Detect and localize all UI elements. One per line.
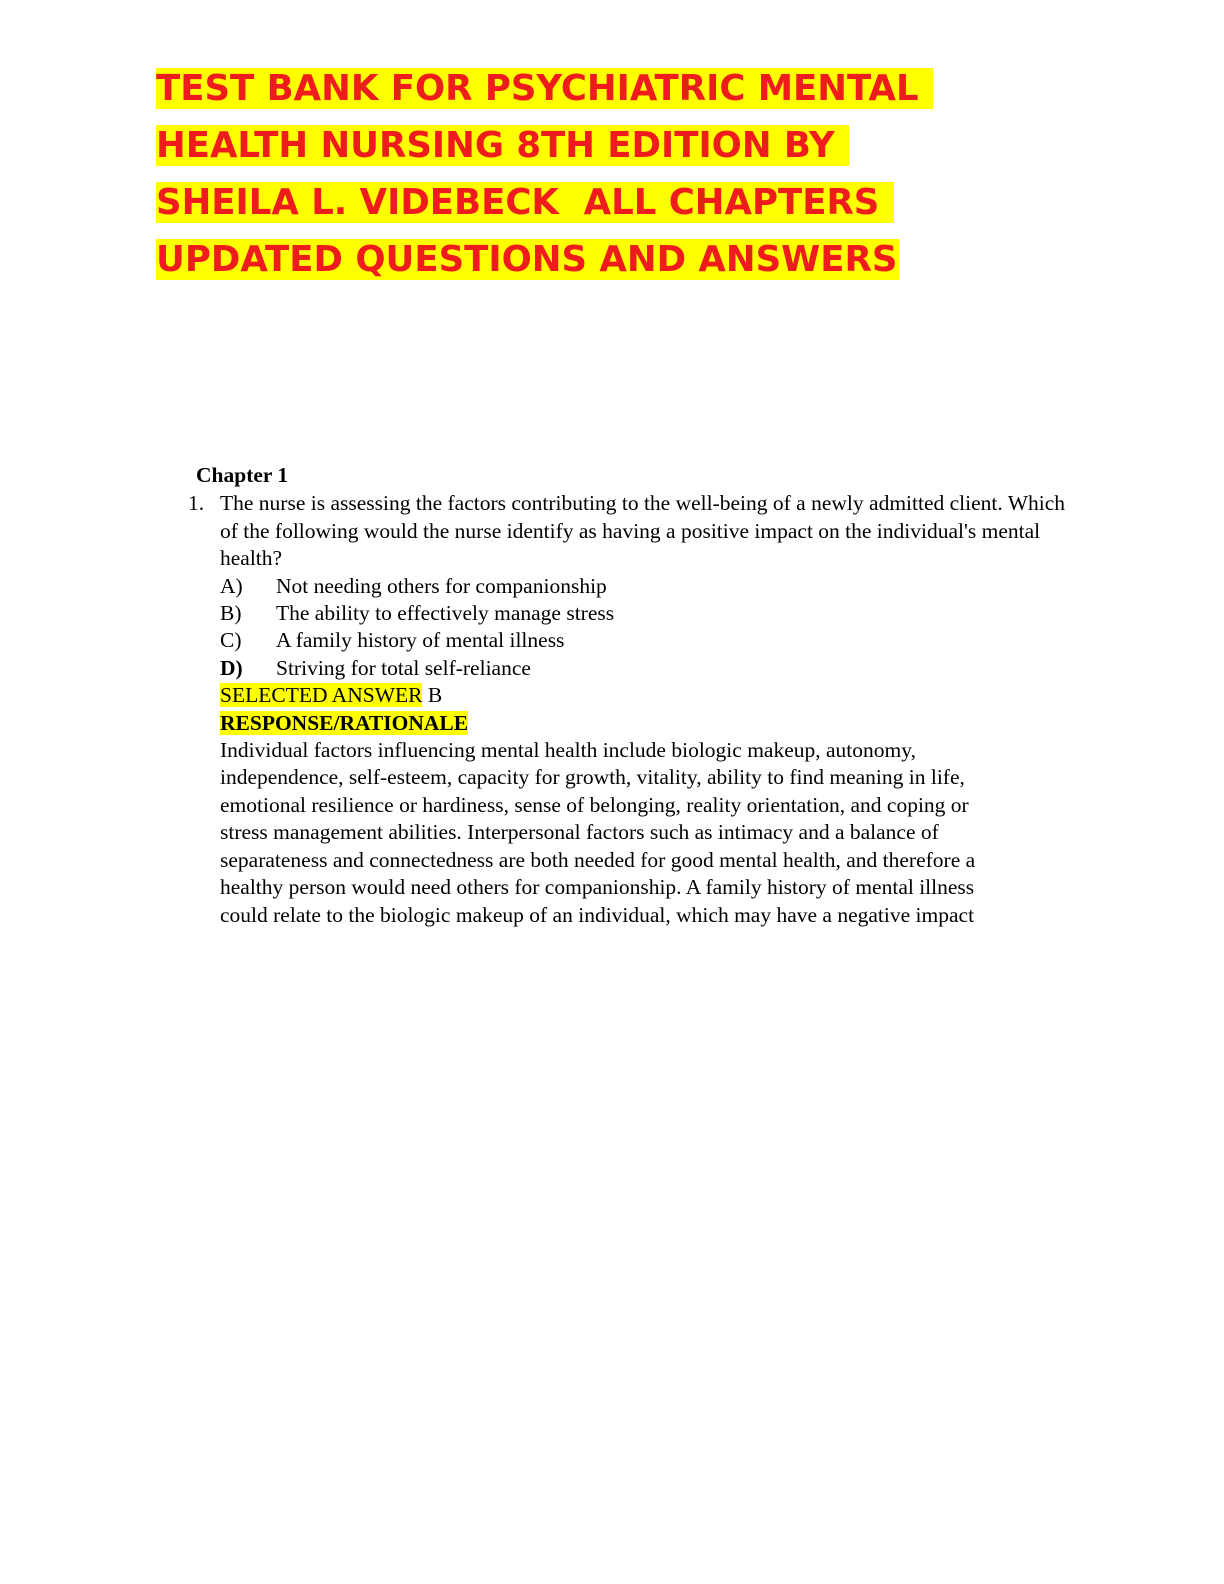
option-letter: B) [220,601,242,626]
selected-answer-label: SELECTED ANSWER [220,683,423,708]
option-text: Not needing others for companionship [276,573,607,598]
rationale-label: RESPONSE/RATIONALE [220,710,469,735]
rationale-line: healthy person would need others for companionship. A family history of mental illness [220,875,975,900]
option-text: The ability to effectively manage stress [276,601,615,626]
title-line: HEALTH NURSING 8TH EDITION BY [156,125,848,166]
rationale-line: independence, self-esteem, capacity for growth, vitality, ability to find meaning in life, [220,765,965,790]
answer-option-d [220,655,1068,682]
answer-option-b [220,600,1068,627]
rationale-text [220,737,1058,929]
question-text: The nurse is assessing the factors contributing to the well-being of a newly admitted client. Which of the following would the nurse identify as having a positive impact on the individual's mental health? [220,491,1066,571]
question-body [220,490,1068,929]
title-line: UPDATED QUESTIONS AND ANSWERS [156,239,898,280]
rationale-heading [220,710,1068,737]
rationale-line: emotional resilience or hardiness, sense of belonging, reality orientation, and coping or [220,792,969,817]
question-number: 1. [188,491,205,516]
title-line: TEST BANK FOR PSYCHIATRIC MENTAL [156,68,931,109]
rationale-line: separateness and connectedness are both needed for good mental health, and therefore a [220,847,976,872]
title-line: SHEILA L. VIDEBECK ALL CHAPTERS [156,182,892,223]
rationale-line: stress management abilities. Interpersonal factors such as intimacy and a balance of [220,820,939,845]
option-text: Striving for total self-reliance [276,655,531,680]
question-item [188,490,1068,929]
document-body [188,462,1068,929]
option-letter: D) [220,655,243,680]
option-text: A family history of mental illness [276,628,565,653]
answer-option-c [220,627,1068,654]
rationale-line: Individual factors influencing mental health include biologic makeup, autonomy, [220,738,916,763]
answer-option-a [220,573,1068,600]
document-title [156,60,1056,288]
selected-answer [220,682,1068,709]
rationale-line: could relate to the biologic makeup of an individual, which may have a negative impact [220,902,975,927]
selected-answer-value: B [422,683,443,708]
option-letter: A) [220,573,243,598]
chapter-heading: Chapter 1 [196,463,289,487]
option-letter: C) [220,628,242,653]
